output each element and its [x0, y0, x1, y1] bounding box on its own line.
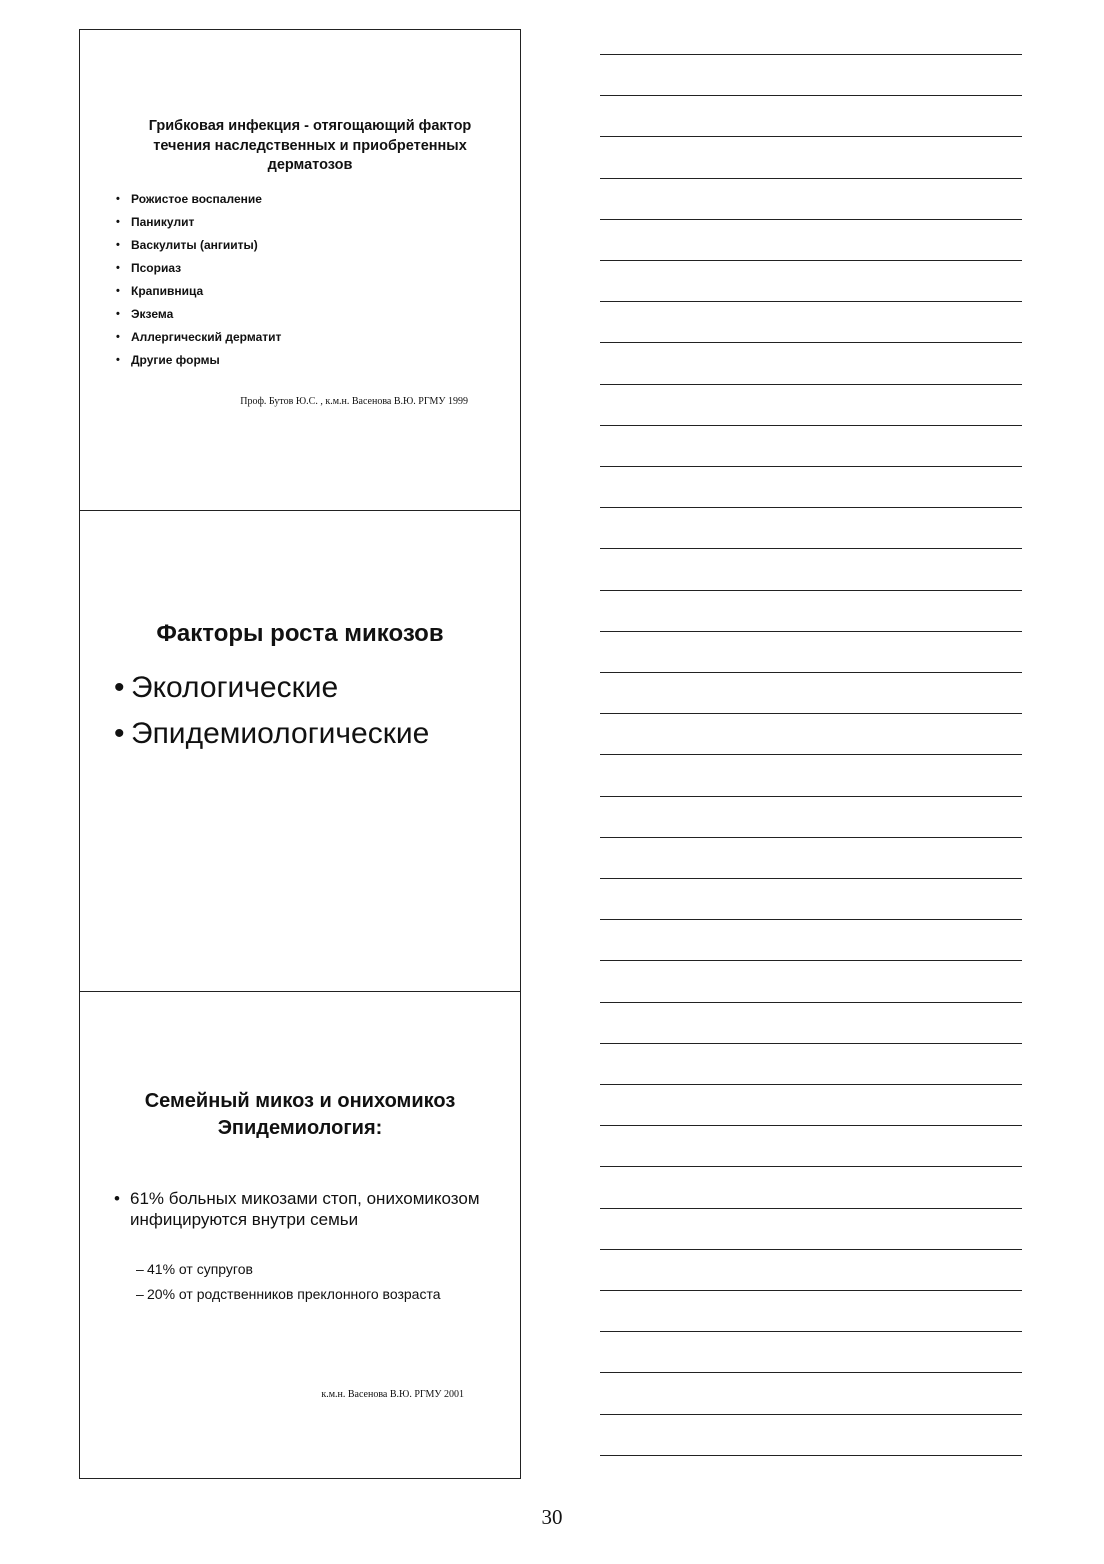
list-item: • Экзема: [116, 303, 281, 326]
slide-2: [80, 510, 520, 991]
note-line: [600, 301, 1022, 302]
note-line: [600, 590, 1022, 591]
slide-3-bullet-text: 61% больных микозами стоп, онихомикозом инфицируются внутри семьи: [130, 1189, 480, 1229]
slide-3-title: [100, 1088, 500, 1142]
list-item: • Васкулиты (ангииты): [116, 234, 281, 257]
slide-3-bullet: [114, 1188, 490, 1230]
note-line: [600, 342, 1022, 343]
slide-1-title: Грибковая инфекция - отягощающий фактор течения наследственных и приобретенных дерматозов: [148, 118, 472, 173]
note-line: [600, 384, 1022, 385]
note-line: [600, 260, 1022, 261]
note-line: [600, 425, 1022, 426]
slides-frame: [79, 29, 521, 1479]
note-line: [600, 1290, 1022, 1291]
page-number: 30: [541, 1505, 563, 1529]
list-item: • Эпидемиологические: [114, 711, 429, 757]
list-item: • Аллергический дерматит: [116, 326, 281, 349]
note-line: [600, 960, 1022, 961]
slide-2-title: Факторы роста микозов: [156, 620, 444, 647]
list-item: • Рожистое воспаление: [116, 188, 281, 211]
list-item: • Экологические: [114, 665, 429, 711]
note-line: [600, 1208, 1022, 1209]
note-line: [600, 796, 1022, 797]
note-line: [600, 54, 1022, 55]
slide-1-footer: Проф. Бутов Ю.С. , к.м.н. Васенова В.Ю. РГМУ 1999: [240, 396, 468, 407]
note-line: [600, 136, 1022, 137]
slide-3-title-line-1: Семейный микоз и онихомикоз: [144, 1090, 456, 1112]
slide-2-list: [114, 665, 429, 757]
slide-3-subitem: [136, 1260, 447, 1279]
slide-3-subitem: [136, 1285, 447, 1304]
note-line: [600, 466, 1022, 467]
note-line: [600, 178, 1022, 179]
slide-3-footer: к.м.н. Васенова В.Ю. РГМУ 2001: [321, 1389, 464, 1400]
note-line: [600, 95, 1022, 96]
note-line: [600, 1331, 1022, 1332]
note-line: [600, 713, 1022, 714]
note-line: [600, 219, 1022, 220]
list-item: • Паникулит: [116, 211, 281, 234]
note-line: [600, 1166, 1022, 1167]
note-line: [600, 1084, 1022, 1085]
slide-3: [80, 991, 520, 1479]
dash-marker: –: [136, 1286, 144, 1302]
note-line: [600, 754, 1022, 755]
list-item: • Псориаз: [116, 257, 281, 280]
note-line: [600, 1372, 1022, 1373]
list-item: • Крапивница: [116, 280, 281, 303]
note-line: [600, 548, 1022, 549]
slide-3-subitem-text: 41% от супругов: [147, 1261, 253, 1277]
note-line: [600, 631, 1022, 632]
note-line: [600, 672, 1022, 673]
slide-3-subitem-text: 20% от родственников преклонного возраста: [147, 1286, 441, 1302]
note-line: [600, 837, 1022, 838]
list-item: • Другие формы: [116, 349, 281, 372]
note-line: [600, 1002, 1022, 1003]
slide-1-list: [116, 188, 281, 372]
note-line: [600, 1455, 1022, 1456]
note-line: [600, 1043, 1022, 1044]
note-line: [600, 919, 1022, 920]
note-line: [600, 1414, 1022, 1415]
slide-3-title-line-2: Эпидемиология:: [217, 1117, 383, 1139]
note-line: [600, 878, 1022, 879]
dash-marker: –: [136, 1261, 144, 1277]
note-line: [600, 507, 1022, 508]
slide-1: [80, 30, 520, 510]
note-line: [600, 1125, 1022, 1126]
bullet-marker: •: [114, 1189, 120, 1208]
note-line: [600, 1249, 1022, 1250]
